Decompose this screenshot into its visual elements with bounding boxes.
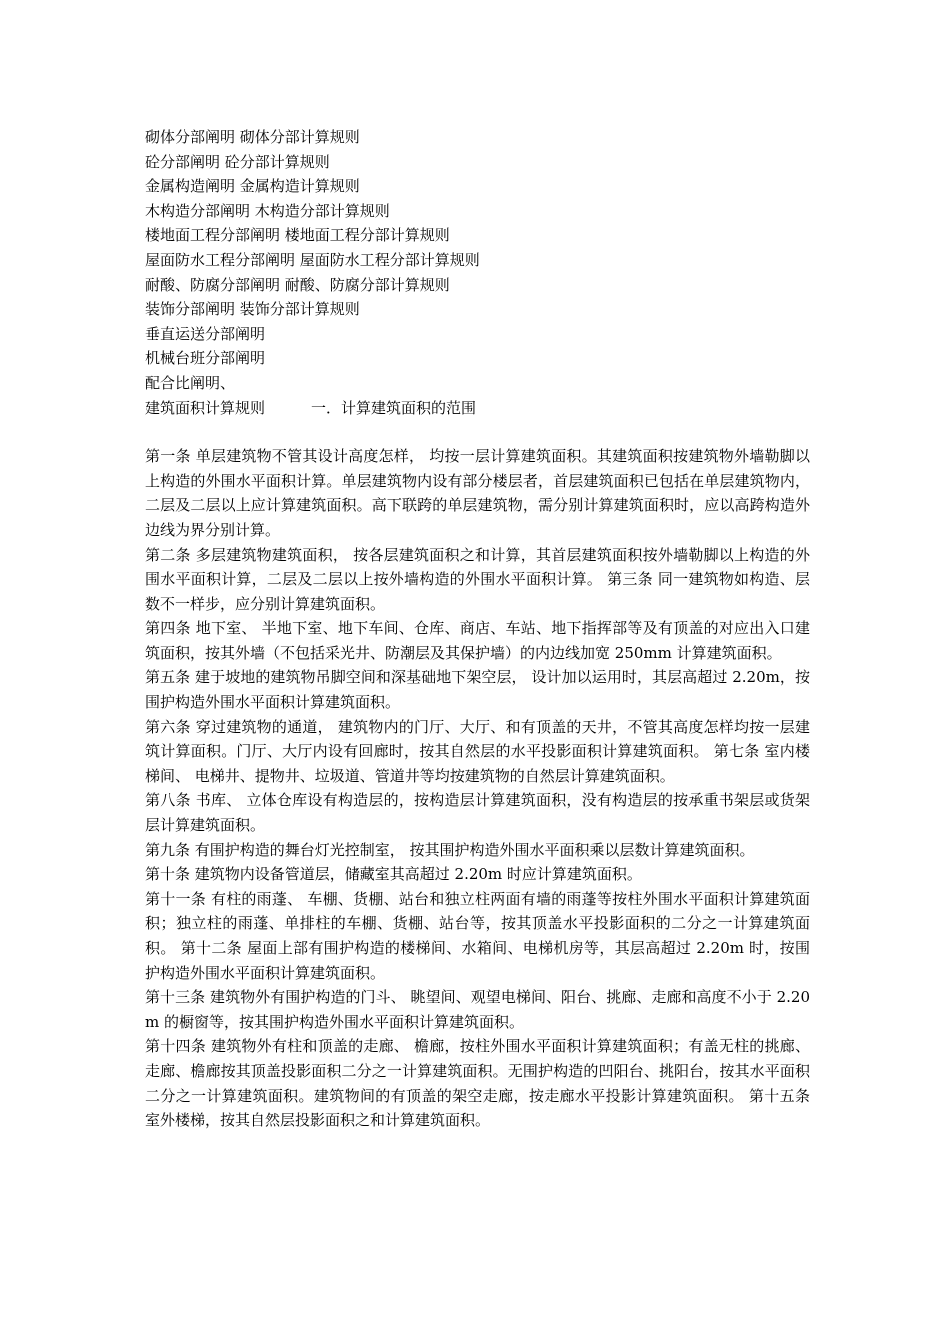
article-paragraph: 第一条 单层建筑物不管其设计高度怎样， 均按一层计算建筑面积。其建筑面积按建筑物外墙勒脚以上构造的外围水平面积计算。单层建筑物内设有部分楼层者，首层建筑面积已包括在单层建筑物内，二层及二层以上应计算建筑面积。高下联跨的单层建筑物，需分别计算建筑面积时，应以高跨构造外边线为界分别计算。: [145, 447, 810, 539]
section-item: 耐酸、防腐分部阐明 耐酸、防腐分部计算规则: [145, 275, 450, 294]
section-item: 配合比阐明、: [145, 373, 236, 392]
article-paragraph: 第八条 书库、 立体仓库设有构造层的，按构造层计算建筑面积，没有构造层的按承重书架层或货架层计算建筑面积。: [145, 791, 810, 835]
section-item: 垂直运送分部阐明: [145, 324, 266, 343]
section-list: [145, 125, 810, 420]
section-item: 砌体分部阐明 砌体分部计算规则: [145, 128, 360, 146]
article-paragraph: 第四条 地下室、 半地下室、地下车间、仓库、商店、车站、地下指挥部等及有顶盖的对应出入口建筑面积，按其外墙（不包括采光井、防潮层及其保护墙）的内边线加宽 250mm 计算建筑面积。: [145, 619, 810, 662]
article-paragraph: 第六条 穿过建筑物的通道， 建筑物内的门厅、大厅、和有顶盖的天井，不管其高度怎样均按一层建筑计算面积。门厅、大厅内设有回廊时，按其自然层的水平投影面积计算建筑面积。 第七条 室内楼梯间、 电梯井、提物井、垃圾道、管道井等均按建筑物的自然层计算建筑面积。: [145, 717, 810, 785]
section-item: 机械台班分部阐明: [145, 349, 266, 368]
area-scope-subtitle: 一．计算建筑面积的范围: [311, 398, 477, 417]
article-paragraph: 第十四条 建筑物外有柱和顶盖的走廊、 檐廊，按柱外围水平面积计算建筑面积；有盖无柱的挑廊、走廊、檐廊按其顶盖投影面积二分之一计算建筑面积。无围护构造的凹阳台、挑阳台，按其水平面积二分之一计算建筑面积。建筑物间的有顶盖的架空走廊，按走廊水平投影计算建筑面积。 第十五条 室外楼梯，按其自然层投影面积之和计算建筑面积。: [145, 1037, 810, 1130]
section-item: 楼地面工程分部阐明 楼地面工程分部计算规则: [145, 226, 450, 245]
article-list: [145, 444, 810, 1133]
article-paragraph: 第十条 建筑物内设备管道层，储藏室其高超过 2.20m 时应计算建筑面积。: [145, 865, 642, 884]
article-paragraph: 第十三条 建筑物外有围护构造的门斗、 眺望间、观望电梯间、阳台、挑廊、走廊和高度不小于 2.20m 的橱窗等，按其围护构造外围水平面积计算建筑面积。: [145, 988, 810, 1031]
section-item: 木构造分部阐明 木构造分部计算规则: [145, 201, 390, 220]
document-page: [145, 125, 810, 1133]
section-item: 屋面防水工程分部阐明 屋面防水工程分部计算规则: [145, 250, 480, 269]
section-item: 装饰分部阐明 装饰分部计算规则: [145, 300, 360, 319]
section-item: 金属构造阐明 金属构造计算规则: [145, 177, 360, 196]
area-rules-heading: [145, 396, 810, 421]
article-paragraph: 第九条 有围护构造的舞台灯光控制室， 按其围护构造外围水平面积乘以层数计算建筑面积。: [145, 840, 755, 859]
article-paragraph: 第二条 多层建筑物建筑面积， 按各层建筑面积之和计算，其首层建筑面积按外墙勒脚以上构造的外围水平面积计算，二层及二层以上按外墙构造的外围水平面积计算。 第三条 同一建筑物如构造、层数不一样步，应分别计算建筑面积。: [145, 545, 810, 613]
section-item: 砼分部阐明 砼分部计算规则: [145, 152, 330, 171]
article-paragraph: 第五条 建于坡地的建筑物吊脚空间和深基础地下架空层， 设计加以运用时，其层高超过 2.20m，按围护构造外围水平面积计算建筑面积。: [145, 668, 810, 712]
article-paragraph: 第十一条 有柱的雨蓬、 车棚、货棚、站台和独立柱两面有墙的雨蓬等按柱外围水平面积计算建筑面积；独立柱的雨蓬、单排柱的车棚、货棚、站台等，按其顶盖水平投影面积的二分之一计算建筑面积。 第十二条 屋面上部有围护构造的楼梯间、水箱间、电梯机房等，其层高超过 2.20m 时，按围护构造外围水平面积计算建筑面积。: [145, 889, 810, 982]
area-rules-title: 建筑面积计算规则: [145, 398, 266, 417]
